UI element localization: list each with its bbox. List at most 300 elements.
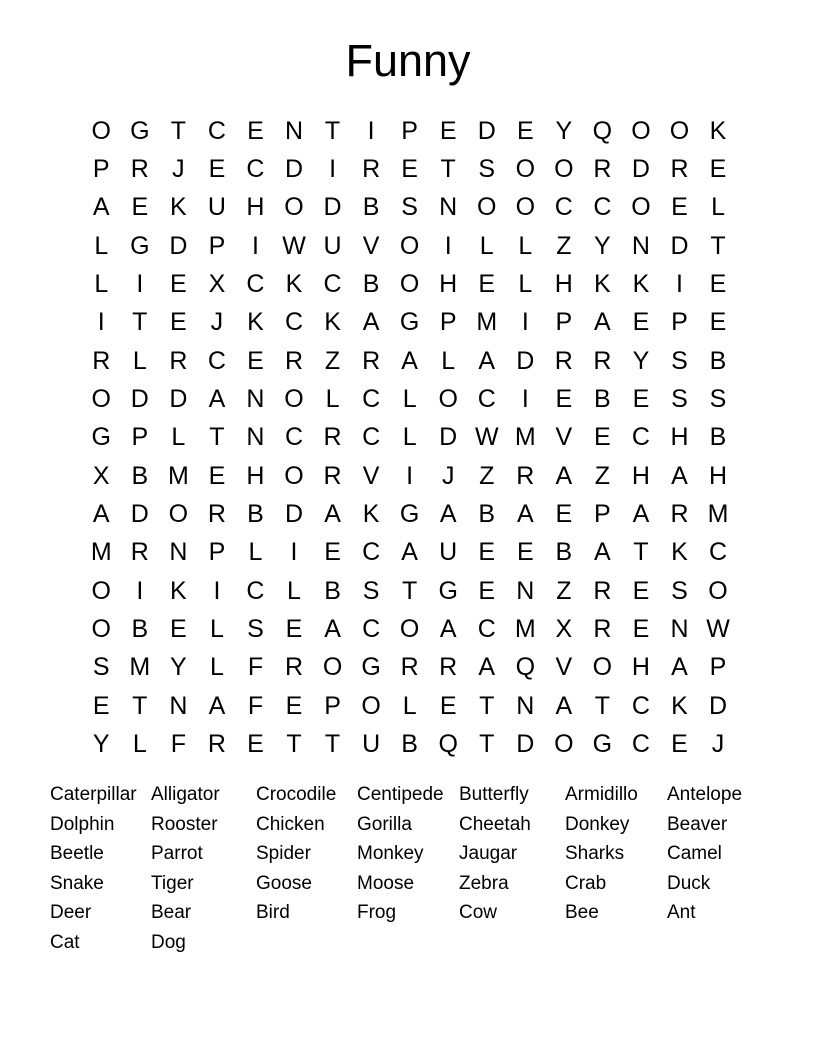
grid-cell: I — [290, 538, 298, 567]
grid-cell: C — [631, 691, 650, 720]
word-list-item: Centipede — [357, 784, 444, 805]
grid-cell: R — [323, 461, 342, 490]
word-list-item: Cow — [459, 902, 498, 924]
grid-cell: B — [131, 614, 149, 643]
grid-cell: W — [282, 231, 306, 260]
grid-cell: R — [593, 346, 612, 375]
grid-cell: I — [521, 308, 529, 337]
grid-cell: B — [709, 423, 727, 452]
grid-cell: D — [284, 499, 304, 528]
grid-cell: C — [477, 614, 496, 643]
grid-cell: A — [671, 461, 688, 490]
grid-cell: C — [207, 116, 226, 145]
grid-cell: R — [554, 346, 573, 375]
word-list-item: Caterpillar — [50, 784, 137, 805]
grid-cell: E — [439, 691, 457, 720]
grid-cell: T — [710, 231, 726, 260]
grid-cell: V — [362, 461, 380, 490]
grid-cell: Q — [592, 116, 613, 145]
grid-cell: R — [207, 499, 226, 528]
word-list-item: Dolphin — [50, 813, 115, 835]
grid-cell: E — [555, 499, 573, 528]
grid-cell: O — [631, 116, 651, 145]
grid-cell: A — [594, 308, 611, 337]
grid-cell: P — [594, 499, 611, 528]
grid-cell: T — [286, 729, 302, 758]
grid-cell: S — [362, 576, 380, 605]
grid-cell: C — [631, 729, 650, 758]
word-list-item: Camel — [667, 843, 722, 865]
grid-cell: B — [362, 269, 380, 298]
grid-cell: E — [439, 116, 457, 145]
grid-cell: E — [709, 308, 727, 337]
grid-cell: Y — [632, 346, 650, 375]
grid-cell: L — [518, 231, 533, 260]
grid-cell: A — [401, 538, 418, 567]
grid-cell: L — [518, 269, 533, 298]
grid-cell: G — [91, 423, 111, 452]
grid-cell: Z — [479, 461, 495, 490]
grid-cell: C — [554, 193, 573, 222]
grid-cell: W — [474, 423, 499, 452]
word-list-item: Deer — [50, 902, 92, 924]
word-list-item: Spider — [256, 843, 311, 865]
grid-cell: E — [247, 116, 264, 145]
grid-cell: D — [323, 193, 342, 222]
grid-cell: E — [170, 269, 187, 298]
grid-cell: G — [592, 729, 613, 758]
grid-cell: D — [169, 231, 188, 260]
grid-cell: O — [322, 653, 343, 682]
grid-cell: O — [554, 729, 574, 758]
grid-cell: O — [284, 384, 304, 413]
word-list-column — [667, 780, 777, 958]
grid-cell: A — [92, 193, 110, 222]
grid-cell: O — [438, 384, 458, 413]
grid-cell: H — [554, 269, 573, 298]
grid-cell: L — [209, 614, 224, 643]
grid-cell: K — [247, 308, 264, 337]
grid-cell: A — [439, 614, 457, 643]
grid-cell: O — [669, 116, 690, 145]
grid-cell: C — [246, 576, 265, 605]
grid-cell: D — [516, 346, 535, 375]
word-list-column — [151, 780, 256, 958]
grid-cell: G — [399, 499, 420, 528]
grid-cell: H — [631, 461, 650, 490]
grid-cell: F — [170, 729, 186, 758]
grid-cell: K — [170, 576, 187, 605]
grid-cell: C — [477, 384, 496, 413]
grid-cell: K — [324, 308, 341, 337]
grid-cell: D — [477, 116, 496, 145]
grid-cell: I — [329, 154, 337, 183]
grid-cell: M — [476, 308, 498, 337]
word-list-item: Beetle — [50, 843, 104, 865]
word-list-item: Alligator — [151, 784, 220, 805]
grid-cell: E — [208, 154, 226, 183]
grid-cell: F — [247, 653, 264, 682]
grid-cell: N — [246, 384, 265, 413]
grid-cell: P — [439, 308, 457, 337]
grid-cell: T — [170, 116, 186, 145]
grid-cell: E — [594, 423, 611, 452]
grid-cell: I — [406, 461, 414, 490]
grid-cell: Z — [594, 461, 611, 490]
grid-cell: C — [207, 346, 226, 375]
word-list-column — [459, 780, 565, 958]
grid-cell: T — [132, 691, 148, 720]
word-list-column — [256, 780, 357, 958]
grid-cell: X — [208, 269, 226, 298]
grid-cell: H — [246, 461, 265, 490]
grid-cell: A — [632, 499, 650, 528]
grid-cell: R — [207, 729, 226, 758]
word-list-item: Bird — [256, 902, 290, 924]
grid-cell: D — [130, 384, 149, 413]
grid-cell: W — [706, 614, 730, 643]
grid-cell: K — [709, 116, 727, 145]
grid-cell: C — [708, 538, 728, 567]
grid-cell: V — [555, 423, 573, 452]
grid-cell: M — [167, 461, 189, 490]
grid-cell: P — [709, 653, 727, 682]
grid-cell: K — [671, 691, 688, 720]
word-list-item: Parrot — [151, 843, 203, 865]
grid-cell: C — [284, 423, 304, 452]
word-list-item: Beaver — [667, 813, 728, 835]
grid-cell: O — [91, 576, 111, 605]
word-list-item: Crab — [565, 872, 607, 894]
grid-cell: L — [402, 423, 417, 452]
grid-cell: S — [92, 653, 110, 682]
grid-cell: T — [479, 729, 495, 758]
grid-cell: X — [92, 461, 110, 490]
grid-cell: B — [247, 499, 264, 528]
word-list-item: Gorilla — [357, 813, 412, 835]
grid-cell: C — [284, 308, 304, 337]
grid-cell: O — [515, 193, 536, 222]
grid-cell: S — [671, 384, 688, 413]
grid-cell: L — [248, 538, 263, 567]
grid-cell: U — [362, 729, 381, 758]
grid-cell: T — [633, 538, 649, 567]
grid-cell: L — [441, 346, 456, 375]
grid-cell: E — [709, 154, 727, 183]
word-list-item: Armidillo — [565, 784, 638, 805]
grid-cell: I — [367, 116, 375, 145]
grid-cell: J — [441, 461, 455, 490]
grid-cell: I — [676, 269, 683, 298]
grid-cell: A — [594, 538, 611, 567]
grid-cell: R — [593, 614, 612, 643]
grid-cell: R — [169, 346, 188, 375]
word-list-item: Jaugar — [459, 843, 518, 865]
grid-cell: Y — [92, 729, 110, 758]
word-list-item: Bee — [565, 902, 599, 924]
grid-cell: G — [438, 576, 458, 605]
grid-cell: A — [362, 308, 380, 337]
grid-cell: L — [94, 231, 109, 260]
grid-cell: C — [631, 423, 650, 452]
grid-cell: I — [521, 384, 529, 413]
grid-cell: N — [670, 614, 689, 643]
grid-cell: A — [208, 384, 226, 413]
grid-cell: O — [399, 614, 420, 643]
grid-cell: R — [284, 346, 304, 375]
grid-cell: I — [97, 308, 105, 337]
grid-cell: U — [323, 231, 342, 260]
grid-cell: E — [92, 691, 110, 720]
word-list-item: Chicken — [256, 813, 325, 835]
grid-cell: V — [555, 653, 573, 682]
grid-cell: M — [514, 423, 536, 452]
word-list-item: Snake — [50, 872, 104, 894]
grid-cell: A — [478, 346, 496, 375]
grid-cell: E — [671, 193, 688, 222]
grid-cell: T — [479, 691, 495, 720]
grid-cell: S — [401, 193, 418, 222]
grid-cell: N — [246, 423, 265, 452]
grid-cell: A — [92, 499, 110, 528]
grid-cell: S — [247, 614, 264, 643]
grid-cell: E — [632, 576, 650, 605]
grid-cell: E — [709, 269, 727, 298]
grid-cell: K — [671, 538, 688, 567]
grid-cell: R — [670, 499, 689, 528]
grid-cell: O — [91, 384, 111, 413]
grid-cell: G — [361, 653, 381, 682]
grid-cell: B — [401, 729, 418, 758]
grid-cell: R — [362, 154, 381, 183]
grid-cell: Q — [438, 729, 458, 758]
grid-cell: A — [555, 461, 573, 490]
grid-cell: O — [515, 154, 536, 183]
grid-cell: C — [362, 538, 381, 567]
word-list-item: Ant — [667, 902, 696, 924]
grid-cell: H — [246, 193, 265, 222]
grid-cell: K — [170, 193, 187, 222]
grid-cell: B — [324, 576, 341, 605]
grid-cell: O — [168, 499, 189, 528]
grid-cell: T — [324, 116, 341, 145]
word-list-column — [357, 780, 459, 958]
grid-cell: C — [362, 384, 381, 413]
grid-cell: C — [246, 269, 265, 298]
grid-cell: E — [170, 614, 187, 643]
grid-cell: O — [477, 193, 497, 222]
grid-cell: D — [516, 729, 535, 758]
grid-cell: R — [130, 538, 149, 567]
grid-cell: R — [439, 653, 458, 682]
grid-cell: K — [594, 269, 611, 298]
grid-cell: Z — [556, 576, 572, 605]
grid-cell: L — [402, 384, 417, 413]
grid-cell: H — [439, 269, 458, 298]
grid-cell: E — [247, 729, 264, 758]
grid-cell: C — [362, 423, 381, 452]
grid-cell: D — [670, 231, 689, 260]
word-list-item: Sharks — [565, 843, 625, 865]
grid-cell: E — [170, 308, 187, 337]
grid-cell: A — [671, 653, 688, 682]
grid-cell: L — [402, 691, 417, 720]
grid-cell: R — [400, 653, 419, 682]
grid-cell: B — [555, 538, 573, 567]
grid-cell: T — [324, 729, 341, 758]
grid-cell: N — [284, 116, 304, 145]
grid-cell: E — [247, 346, 264, 375]
grid-cell: A — [478, 653, 496, 682]
word-list-item: Butterfly — [459, 784, 529, 805]
grid-cell: L — [94, 269, 109, 298]
grid-cell: G — [130, 231, 150, 260]
grid-cell: U — [207, 193, 226, 222]
word-search-grid — [82, 112, 737, 764]
grid-cell: P — [208, 538, 226, 567]
grid-cell: E — [632, 614, 650, 643]
grid-cell: R — [362, 346, 381, 375]
grid-cell: O — [361, 691, 381, 720]
grid-cell: D — [439, 423, 458, 452]
grid-cell: K — [362, 499, 380, 528]
word-list-item: Duck — [667, 872, 711, 894]
grid-cell: M — [129, 653, 151, 682]
grid-cell: H — [631, 653, 650, 682]
grid-cell: T — [594, 691, 611, 720]
grid-cell: K — [632, 269, 650, 298]
grid-cell: R — [593, 576, 612, 605]
grid-cell: N — [631, 231, 650, 260]
word-list-item: Moose — [357, 872, 415, 894]
grid-cell: L — [209, 653, 224, 682]
word-list-item: Dog — [151, 931, 186, 953]
grid-cell: Z — [324, 346, 341, 375]
grid-cell: P — [208, 231, 226, 260]
grid-cell: R — [284, 653, 304, 682]
grid-cell: E — [478, 269, 496, 298]
grid-cell: K — [285, 269, 303, 298]
grid-cell: R — [130, 154, 149, 183]
grid-cell: X — [555, 614, 573, 643]
grid-cell: E — [401, 154, 418, 183]
grid-cell: E — [478, 538, 496, 567]
grid-cell: E — [285, 691, 303, 720]
grid-cell: E — [555, 384, 573, 413]
word-list-item: Rooster — [151, 813, 218, 835]
word-list-column — [565, 780, 667, 958]
grid-cell: I — [213, 576, 221, 605]
word-list-item: Zebra — [459, 872, 509, 894]
grid-cell: O — [399, 269, 420, 298]
grid-cell: E — [516, 538, 534, 567]
word-list-item: Bear — [151, 902, 192, 924]
grid-cell: L — [287, 576, 301, 605]
grid-cell: E — [478, 576, 496, 605]
grid-cell: E — [208, 461, 226, 490]
grid-cell: D — [130, 499, 149, 528]
grid-cell: E — [516, 116, 534, 145]
word-list-item: Goose — [256, 872, 312, 894]
grid-cell: P — [401, 116, 418, 145]
grid-cell: O — [284, 193, 304, 222]
grid-cell: F — [247, 691, 264, 720]
grid-cell: L — [325, 384, 340, 413]
word-list-item: Cat — [50, 931, 80, 953]
grid-cell: A — [208, 691, 226, 720]
grid-cell: A — [555, 691, 573, 720]
grid-cell: G — [130, 116, 150, 145]
grid-cell: I — [444, 231, 452, 260]
grid-cell: H — [670, 423, 689, 452]
grid-cell: J — [172, 154, 185, 183]
grid-cell: L — [711, 193, 725, 222]
grid-cell: O — [708, 576, 728, 605]
grid-cell: E — [131, 193, 149, 222]
grid-cell: I — [136, 576, 144, 605]
grid-cell: G — [399, 308, 420, 337]
grid-cell: D — [284, 154, 304, 183]
grid-cell: T — [132, 308, 148, 337]
grid-cell: P — [324, 691, 341, 720]
grid-cell: O — [91, 116, 111, 145]
grid-cell: Y — [555, 116, 573, 145]
grid-cell: O — [91, 614, 111, 643]
grid-cell: I — [136, 269, 144, 298]
word-list-item: Cheetah — [459, 813, 531, 835]
grid-cell: D — [631, 154, 650, 183]
grid-cell: A — [401, 346, 418, 375]
grid-cell: E — [632, 308, 650, 337]
grid-cell: T — [402, 576, 418, 605]
grid-cell: B — [131, 461, 149, 490]
grid-cell: O — [554, 154, 574, 183]
grid-cell: E — [285, 614, 303, 643]
grid-cell: N — [516, 576, 535, 605]
grid-cell: D — [169, 384, 188, 413]
grid-cell: D — [708, 691, 728, 720]
grid-cell: V — [362, 231, 380, 260]
grid-cell: A — [324, 499, 341, 528]
grid-cell: Y — [594, 231, 611, 260]
grid-cell: S — [671, 346, 688, 375]
grid-cell: T — [209, 423, 225, 452]
word-list-item: Frog — [357, 902, 397, 924]
grid-cell: E — [632, 384, 650, 413]
grid-cell: T — [440, 154, 456, 183]
grid-cell: A — [324, 614, 341, 643]
grid-cell: L — [479, 231, 494, 260]
grid-cell: C — [593, 193, 612, 222]
word-list — [50, 780, 777, 958]
grid-cell: I — [251, 231, 259, 260]
grid-cell: A — [516, 499, 534, 528]
grid-cell: J — [711, 729, 725, 758]
grid-cell: P — [92, 154, 110, 183]
word-list-item: Tiger — [151, 872, 194, 894]
grid-cell: R — [92, 346, 111, 375]
grid-cell: C — [362, 614, 381, 643]
grid-cell: N — [516, 691, 535, 720]
grid-cell: N — [169, 691, 188, 720]
grid-cell: E — [671, 729, 688, 758]
grid-cell: C — [323, 269, 342, 298]
grid-cell: M — [90, 538, 112, 567]
grid-cell: O — [592, 653, 613, 682]
grid-cell: Y — [170, 653, 187, 682]
grid-cell: A — [439, 499, 457, 528]
grid-cell: L — [132, 346, 147, 375]
